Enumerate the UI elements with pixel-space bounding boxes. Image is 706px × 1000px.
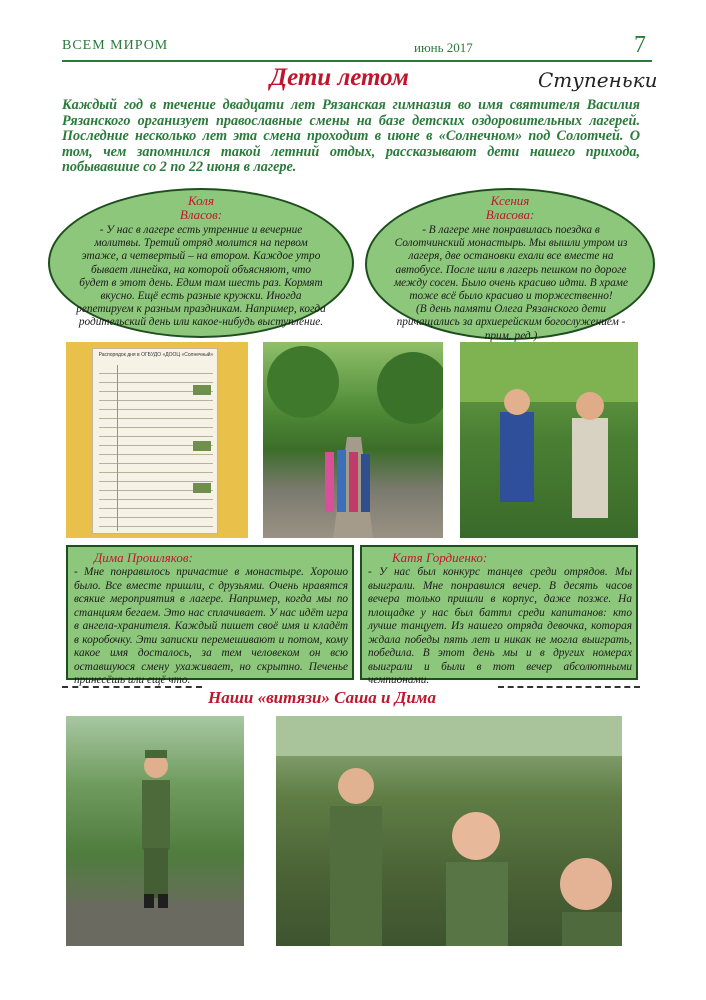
dashed-divider-left (62, 686, 202, 688)
schedule-title: Распорядок дня в ОГБУДО «ДООЦ «Солнечный» (98, 352, 214, 358)
rubric-label: Ступеньки (538, 68, 658, 92)
quote-oval-kolya (48, 188, 354, 338)
boy-figure (572, 418, 608, 518)
kids-scene (460, 342, 638, 538)
header-divider (62, 60, 652, 62)
boy-uniform-scene (66, 716, 244, 946)
boy-head (576, 392, 604, 420)
quote-author-katya: Катя Гордиенко: (392, 550, 488, 565)
cadet-uniform (330, 806, 382, 946)
quote-box-katya (360, 545, 638, 686)
background-foliage (460, 342, 638, 402)
section-title: Наши «витязи» Саша и Дима (208, 688, 436, 707)
girl-figure (361, 454, 370, 512)
quote-text-katya: - У нас был конкурс танцев среди отрядов. Мы выиграли. Мне понравился вечер. В десять часов вечера только пришли в корпус, даже позже. На площадке у нас был баттл среди капитанов: кто лучше танцует. Из нашего отряда девочка, которая ждала победы пять лет и никак не могла выиграть, победила. В этот день мы и в других номерах выиграли и были в тот вечер абсолютными чемпионами. (368, 566, 632, 686)
cadet-uniform (446, 862, 508, 946)
cadet-uniform (562, 912, 622, 946)
girl-figure (337, 450, 346, 512)
uniform-trousers (144, 848, 168, 898)
schedule-thumbnail (193, 483, 211, 493)
quote-text-dima: - Мне понравилось причастие в монастыре. Хорошо было. Все вместе пришли, с друзьями. Очень нравятся всякие мероприятия в лагере. Например, когда мы по станциям бегаем. Это нас сплачивает. У нас идёт игра в ангела-хранителя. Каждый пишет своё имя и кладёт в коробочку. Эти записки перемешивают и потом, кому какое имя досталось, за тем человеком он всю оставшуюся смену ухаживает, но скрытно. Печенье принесёшь или ещё что. (74, 566, 348, 686)
article-intro: Каждый год в течение двадцати лет Рязанская гимназия во имя святителя Василия Рязанского организует православные смены на базе детских оздоровительных лагерей. Последние несколько лет эта смена проходит в июне в «Солнечном» под Солотчей. О том, чем запомнился такой летний отдых, рассказывают дети нашего прихода, побывавшие со 2 по 22 июня в лагере. (62, 97, 640, 176)
cadet-face (338, 768, 374, 804)
page-header (62, 32, 652, 58)
photo-camp-schedule (66, 342, 248, 538)
cadet-face (560, 858, 612, 910)
boy-head (504, 389, 530, 415)
quote-author-ksenia (367, 194, 653, 222)
quote-author-first-name: Ксения (490, 193, 530, 208)
cadet-face (452, 812, 500, 860)
photo-girls-alley (263, 342, 443, 538)
tree-canopy (267, 346, 339, 418)
girl-figure (349, 452, 358, 512)
schedule-column-divider (117, 365, 118, 531)
boot (144, 894, 154, 908)
quote-author-first-name: Коля (187, 193, 215, 208)
quote-author-last-name: Власова: (485, 207, 535, 222)
dashed-divider-right (498, 686, 640, 688)
sky-trees (276, 716, 622, 756)
quote-author-dima: Дима Прошляков: (94, 550, 193, 565)
uniform-jacket (142, 780, 170, 850)
issue-date: июнь 2017 (414, 40, 473, 55)
alley-scene (263, 342, 443, 538)
quote-author-kolya (50, 194, 352, 222)
photo-cadets-group (276, 716, 622, 946)
cadets-scene (276, 716, 622, 946)
photo-boy-uniform (66, 716, 244, 946)
page-number: 7 (634, 32, 646, 58)
quote-box-dima (66, 545, 354, 686)
quote-oval-ksenia (365, 188, 655, 340)
schedule-thumbnail (193, 385, 211, 395)
editor-note: (В день памяти Олега Рязанского дети причащались за архиерейским богослужением - прим. ред.) (396, 303, 626, 342)
photo-boys-nature (460, 342, 638, 538)
schedule-thumbnail (193, 441, 211, 451)
quote-author-last-name: Власов: (179, 207, 223, 222)
schedule-board (92, 348, 218, 534)
pavement (66, 902, 244, 946)
article-title: Дети летом (270, 64, 409, 91)
quote-text-kolya: - У нас в лагере есть утренние и вечерние молитвы. Третий отряд молится на первом этаже, а четвертый – на втором. Каждое утро бывает линейка, на которой объясняют, что будет в этот день. Едим там шесть раз. Кормят вкусно. Ещё есть разные кружки. Иногда репетируем к разным праздникам. Например, когда родительский день или какое-нибудь выступление. (76, 224, 326, 329)
quote-text-ksenia (393, 224, 629, 343)
boot (158, 894, 168, 908)
tree-canopy (377, 352, 443, 424)
quote-body: - В лагере мне понравилась поездка в Солотчинский монастырь. Мы вышли утром из лагеря, две остановки ехали все вместе на автобусе. После шли в лагерь пешком по дороге между сосен. Было очень красиво идти. В храме тоже всё было красиво и торжественно! (393, 224, 629, 303)
publication-name: ВСЕМ МИРОМ (62, 38, 169, 53)
girl-figure (325, 452, 334, 512)
military-cap (145, 750, 167, 758)
boy-figure (500, 412, 534, 502)
